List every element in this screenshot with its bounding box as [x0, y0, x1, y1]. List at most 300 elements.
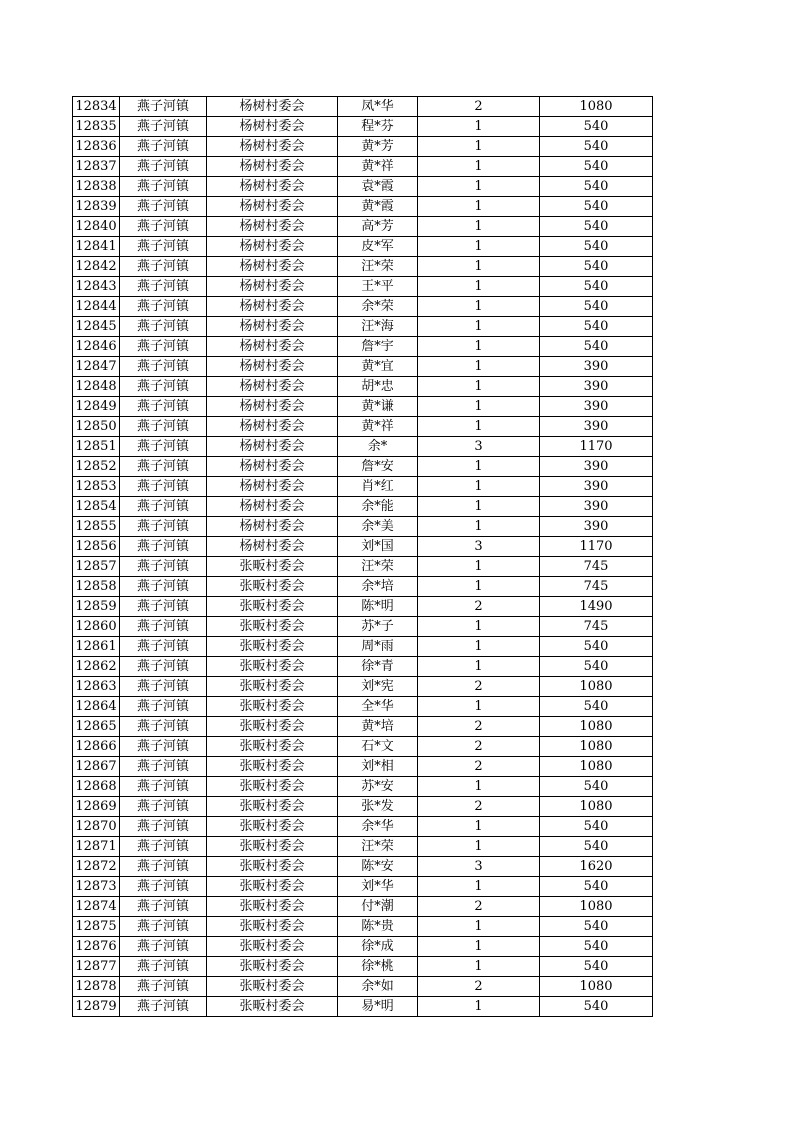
cell-serial-number: 12845 [73, 317, 120, 337]
cell-town: 燕子河镇 [120, 417, 207, 437]
cell-amount: 540 [540, 657, 653, 677]
table-row [73, 397, 653, 417]
cell-village: 张畈村委会 [207, 857, 338, 877]
cell-serial-number: 12852 [73, 457, 120, 477]
cell-serial-number: 12843 [73, 277, 120, 297]
cell-count: 1 [418, 297, 540, 317]
cell-village: 张畈村委会 [207, 977, 338, 997]
cell-amount: 390 [540, 357, 653, 377]
cell-name: 黄*培 [338, 717, 418, 737]
cell-name: 袁*霞 [338, 177, 418, 197]
cell-count: 1 [418, 917, 540, 937]
cell-name: 徐*成 [338, 937, 418, 957]
cell-count: 1 [418, 157, 540, 177]
cell-amount: 1080 [540, 757, 653, 777]
cell-name: 黄*祥 [338, 157, 418, 177]
cell-count: 1 [418, 837, 540, 857]
cell-amount: 390 [540, 497, 653, 517]
cell-town: 燕子河镇 [120, 597, 207, 617]
cell-name: 苏*安 [338, 777, 418, 797]
table-row [73, 377, 653, 397]
cell-count: 1 [418, 257, 540, 277]
cell-village: 张畈村委会 [207, 817, 338, 837]
cell-name: 周*雨 [338, 637, 418, 657]
cell-amount: 540 [540, 177, 653, 197]
cell-town: 燕子河镇 [120, 177, 207, 197]
cell-serial-number: 12848 [73, 377, 120, 397]
cell-amount: 1080 [540, 977, 653, 997]
cell-amount: 1080 [540, 717, 653, 737]
cell-town: 燕子河镇 [120, 877, 207, 897]
cell-serial-number: 12869 [73, 797, 120, 817]
cell-serial-number: 12846 [73, 337, 120, 357]
cell-amount: 1080 [540, 797, 653, 817]
table-row [73, 917, 653, 937]
cell-amount: 1620 [540, 857, 653, 877]
cell-village: 杨树村委会 [207, 97, 338, 117]
cell-village: 张畈村委会 [207, 837, 338, 857]
cell-name: 汪*荣 [338, 557, 418, 577]
cell-name: 肖*红 [338, 477, 418, 497]
cell-amount: 540 [540, 237, 653, 257]
cell-village: 杨树村委会 [207, 477, 338, 497]
cell-village: 杨树村委会 [207, 437, 338, 457]
cell-village: 杨树村委会 [207, 297, 338, 317]
cell-village: 张畈村委会 [207, 737, 338, 757]
cell-amount: 540 [540, 317, 653, 337]
cell-serial-number: 12856 [73, 537, 120, 557]
cell-name: 余*如 [338, 977, 418, 997]
cell-village: 杨树村委会 [207, 357, 338, 377]
cell-name: 余*荣 [338, 297, 418, 317]
table-row [73, 797, 653, 817]
cell-count: 1 [418, 197, 540, 217]
cell-name: 全*华 [338, 697, 418, 717]
cell-count: 2 [418, 597, 540, 617]
cell-count: 1 [418, 497, 540, 517]
cell-village: 杨树村委会 [207, 497, 338, 517]
cell-serial-number: 12859 [73, 597, 120, 617]
cell-count: 1 [418, 417, 540, 437]
cell-town: 燕子河镇 [120, 617, 207, 637]
cell-amount: 540 [540, 937, 653, 957]
cell-village: 杨树村委会 [207, 537, 338, 557]
table-row [73, 257, 653, 277]
cell-amount: 540 [540, 117, 653, 137]
cell-village: 张畈村委会 [207, 877, 338, 897]
table-row [73, 937, 653, 957]
cell-village: 杨树村委会 [207, 517, 338, 537]
table-row [73, 637, 653, 657]
table-row [73, 757, 653, 777]
cell-name: 程*芬 [338, 117, 418, 137]
cell-serial-number: 12840 [73, 217, 120, 237]
cell-name: 徐*桃 [338, 957, 418, 977]
cell-count: 1 [418, 517, 540, 537]
table-row [73, 737, 653, 757]
cell-amount: 390 [540, 517, 653, 537]
cell-amount: 1490 [540, 597, 653, 617]
cell-count: 3 [418, 857, 540, 877]
cell-serial-number: 12878 [73, 977, 120, 997]
cell-village: 杨树村委会 [207, 317, 338, 337]
table-row [73, 597, 653, 617]
cell-serial-number: 12876 [73, 937, 120, 957]
cell-town: 燕子河镇 [120, 397, 207, 417]
table-row [73, 997, 653, 1017]
cell-village: 张畈村委会 [207, 937, 338, 957]
cell-serial-number: 12877 [73, 957, 120, 977]
cell-town: 燕子河镇 [120, 497, 207, 517]
cell-serial-number: 12870 [73, 817, 120, 837]
cell-serial-number: 12842 [73, 257, 120, 277]
cell-town: 燕子河镇 [120, 777, 207, 797]
cell-town: 燕子河镇 [120, 317, 207, 337]
cell-amount: 540 [540, 777, 653, 797]
cell-name: 陈*明 [338, 597, 418, 617]
table-row [73, 217, 653, 237]
cell-village: 张畈村委会 [207, 997, 338, 1017]
table-row [73, 657, 653, 677]
cell-town: 燕子河镇 [120, 657, 207, 677]
cell-name: 刘*华 [338, 877, 418, 897]
cell-amount: 540 [540, 197, 653, 217]
cell-amount: 540 [540, 917, 653, 937]
cell-amount: 540 [540, 297, 653, 317]
cell-serial-number: 12868 [73, 777, 120, 797]
cell-serial-number: 12873 [73, 877, 120, 897]
cell-village: 张畈村委会 [207, 617, 338, 637]
table-row [73, 477, 653, 497]
table-row [73, 817, 653, 837]
cell-amount: 540 [540, 637, 653, 657]
cell-village: 张畈村委会 [207, 677, 338, 697]
table-row [73, 157, 653, 177]
table-row [73, 97, 653, 117]
table-row [73, 857, 653, 877]
cell-town: 燕子河镇 [120, 477, 207, 497]
cell-serial-number: 12865 [73, 717, 120, 737]
cell-count: 1 [418, 217, 540, 237]
cell-serial-number: 12838 [73, 177, 120, 197]
cell-name: 易*明 [338, 997, 418, 1017]
cell-amount: 540 [540, 697, 653, 717]
data-table [72, 96, 653, 1017]
cell-town: 燕子河镇 [120, 117, 207, 137]
cell-name: 高*芳 [338, 217, 418, 237]
cell-village: 张畈村委会 [207, 777, 338, 797]
cell-name: 刘*宪 [338, 677, 418, 697]
cell-name: 余*美 [338, 517, 418, 537]
cell-count: 2 [418, 97, 540, 117]
cell-amount: 390 [540, 477, 653, 497]
cell-name: 余*华 [338, 817, 418, 837]
cell-count: 1 [418, 617, 540, 637]
cell-name: 王*平 [338, 277, 418, 297]
cell-village: 杨树村委会 [207, 157, 338, 177]
cell-count: 1 [418, 117, 540, 137]
table-row [73, 457, 653, 477]
cell-count: 1 [418, 657, 540, 677]
cell-town: 燕子河镇 [120, 957, 207, 977]
cell-name: 刘*国 [338, 537, 418, 557]
cell-serial-number: 12836 [73, 137, 120, 157]
cell-count: 1 [418, 877, 540, 897]
table-row [73, 877, 653, 897]
cell-village: 杨树村委会 [207, 177, 338, 197]
cell-town: 燕子河镇 [120, 997, 207, 1017]
table-row [73, 697, 653, 717]
cell-name: 凤*华 [338, 97, 418, 117]
table-row [73, 557, 653, 577]
cell-amount: 540 [540, 277, 653, 297]
cell-count: 2 [418, 797, 540, 817]
cell-count: 1 [418, 277, 540, 297]
cell-serial-number: 12851 [73, 437, 120, 457]
cell-village: 张畈村委会 [207, 657, 338, 677]
cell-amount: 540 [540, 217, 653, 237]
cell-village: 杨树村委会 [207, 257, 338, 277]
cell-count: 1 [418, 397, 540, 417]
cell-count: 2 [418, 677, 540, 697]
cell-town: 燕子河镇 [120, 937, 207, 957]
cell-town: 燕子河镇 [120, 337, 207, 357]
cell-town: 燕子河镇 [120, 577, 207, 597]
table-row [73, 517, 653, 537]
cell-village: 张畈村委会 [207, 557, 338, 577]
cell-amount: 1080 [540, 677, 653, 697]
cell-serial-number: 12841 [73, 237, 120, 257]
cell-name: 詹*宇 [338, 337, 418, 357]
cell-name: 徐*青 [338, 657, 418, 677]
table-row [73, 137, 653, 157]
cell-name: 张*发 [338, 797, 418, 817]
cell-village: 张畈村委会 [207, 697, 338, 717]
cell-town: 燕子河镇 [120, 917, 207, 937]
cell-serial-number: 12835 [73, 117, 120, 137]
cell-serial-number: 12847 [73, 357, 120, 377]
cell-serial-number: 12844 [73, 297, 120, 317]
cell-serial-number: 12834 [73, 97, 120, 117]
cell-town: 燕子河镇 [120, 357, 207, 377]
cell-village: 张畈村委会 [207, 757, 338, 777]
cell-serial-number: 12862 [73, 657, 120, 677]
cell-serial-number: 12855 [73, 517, 120, 537]
cell-town: 燕子河镇 [120, 437, 207, 457]
table-row [73, 977, 653, 997]
table-row [73, 837, 653, 857]
cell-village: 张畈村委会 [207, 637, 338, 657]
cell-count: 1 [418, 337, 540, 357]
cell-serial-number: 12866 [73, 737, 120, 757]
cell-amount: 1080 [540, 897, 653, 917]
table-row [73, 497, 653, 517]
cell-name: 余* [338, 437, 418, 457]
cell-town: 燕子河镇 [120, 977, 207, 997]
table-row [73, 277, 653, 297]
table-row [73, 337, 653, 357]
cell-village: 杨树村委会 [207, 377, 338, 397]
cell-amount: 390 [540, 377, 653, 397]
cell-name: 付*潮 [338, 897, 418, 917]
cell-village: 张畈村委会 [207, 957, 338, 977]
cell-amount: 540 [540, 817, 653, 837]
table-row [73, 117, 653, 137]
cell-town: 燕子河镇 [120, 817, 207, 837]
cell-count: 2 [418, 737, 540, 757]
cell-count: 2 [418, 897, 540, 917]
cell-amount: 390 [540, 417, 653, 437]
cell-count: 1 [418, 477, 540, 497]
cell-village: 杨树村委会 [207, 397, 338, 417]
cell-town: 燕子河镇 [120, 237, 207, 257]
cell-serial-number: 12854 [73, 497, 120, 517]
cell-name: 石*文 [338, 737, 418, 757]
cell-amount: 540 [540, 257, 653, 277]
cell-serial-number: 12857 [73, 557, 120, 577]
table-body [73, 97, 653, 1017]
cell-serial-number: 12850 [73, 417, 120, 437]
cell-village: 杨树村委会 [207, 337, 338, 357]
cell-serial-number: 12872 [73, 857, 120, 877]
cell-count: 1 [418, 777, 540, 797]
cell-town: 燕子河镇 [120, 837, 207, 857]
table-row [73, 297, 653, 317]
cell-count: 1 [418, 637, 540, 657]
cell-serial-number: 12853 [73, 477, 120, 497]
cell-village: 杨树村委会 [207, 217, 338, 237]
cell-amount: 1080 [540, 97, 653, 117]
cell-village: 杨树村委会 [207, 277, 338, 297]
table-row [73, 577, 653, 597]
cell-village: 杨树村委会 [207, 237, 338, 257]
cell-amount: 1080 [540, 737, 653, 757]
cell-count: 1 [418, 377, 540, 397]
cell-count: 1 [418, 577, 540, 597]
cell-name: 汪*荣 [338, 257, 418, 277]
cell-amount: 540 [540, 957, 653, 977]
cell-serial-number: 12860 [73, 617, 120, 637]
cell-village: 张畈村委会 [207, 797, 338, 817]
cell-name: 刘*相 [338, 757, 418, 777]
cell-town: 燕子河镇 [120, 197, 207, 217]
cell-count: 1 [418, 357, 540, 377]
cell-name: 余*能 [338, 497, 418, 517]
cell-town: 燕子河镇 [120, 217, 207, 237]
cell-serial-number: 12879 [73, 997, 120, 1017]
cell-count: 1 [418, 457, 540, 477]
cell-town: 燕子河镇 [120, 797, 207, 817]
cell-count: 2 [418, 717, 540, 737]
cell-town: 燕子河镇 [120, 737, 207, 757]
cell-town: 燕子河镇 [120, 457, 207, 477]
cell-serial-number: 12858 [73, 577, 120, 597]
cell-serial-number: 12867 [73, 757, 120, 777]
table-row [73, 197, 653, 217]
table-row [73, 677, 653, 697]
cell-serial-number: 12863 [73, 677, 120, 697]
cell-name: 黄*宜 [338, 357, 418, 377]
cell-village: 张畈村委会 [207, 597, 338, 617]
cell-count: 1 [418, 997, 540, 1017]
cell-amount: 745 [540, 577, 653, 597]
cell-town: 燕子河镇 [120, 637, 207, 657]
cell-count: 1 [418, 177, 540, 197]
cell-name: 胡*忠 [338, 377, 418, 397]
cell-amount: 540 [540, 997, 653, 1017]
cell-count: 1 [418, 957, 540, 977]
cell-amount: 540 [540, 157, 653, 177]
cell-village: 张畈村委会 [207, 717, 338, 737]
cell-town: 燕子河镇 [120, 97, 207, 117]
cell-name: 黄*霞 [338, 197, 418, 217]
cell-amount: 1170 [540, 537, 653, 557]
cell-village: 杨树村委会 [207, 417, 338, 437]
cell-name: 陈*贵 [338, 917, 418, 937]
cell-name: 黄*芳 [338, 137, 418, 157]
cell-town: 燕子河镇 [120, 857, 207, 877]
table-row [73, 777, 653, 797]
cell-name: 黄*谦 [338, 397, 418, 417]
cell-count: 3 [418, 537, 540, 557]
cell-town: 燕子河镇 [120, 277, 207, 297]
cell-amount: 540 [540, 837, 653, 857]
cell-amount: 390 [540, 457, 653, 477]
cell-count: 2 [418, 977, 540, 997]
cell-serial-number: 12849 [73, 397, 120, 417]
table-row [73, 357, 653, 377]
table-row [73, 177, 653, 197]
table-row [73, 957, 653, 977]
cell-count: 1 [418, 937, 540, 957]
cell-count: 1 [418, 557, 540, 577]
cell-town: 燕子河镇 [120, 537, 207, 557]
cell-serial-number: 12839 [73, 197, 120, 217]
cell-village: 杨树村委会 [207, 137, 338, 157]
table-row [73, 317, 653, 337]
cell-town: 燕子河镇 [120, 897, 207, 917]
cell-count: 1 [418, 237, 540, 257]
cell-count: 1 [418, 817, 540, 837]
table-row [73, 897, 653, 917]
cell-count: 1 [418, 317, 540, 337]
cell-name: 詹*安 [338, 457, 418, 477]
cell-count: 1 [418, 697, 540, 717]
cell-name: 汪*海 [338, 317, 418, 337]
cell-town: 燕子河镇 [120, 157, 207, 177]
cell-serial-number: 12871 [73, 837, 120, 857]
cell-village: 张畈村委会 [207, 917, 338, 937]
table-row [73, 237, 653, 257]
cell-amount: 390 [540, 397, 653, 417]
table-row [73, 617, 653, 637]
cell-town: 燕子河镇 [120, 717, 207, 737]
cell-serial-number: 12861 [73, 637, 120, 657]
cell-name: 余*培 [338, 577, 418, 597]
cell-amount: 540 [540, 337, 653, 357]
cell-count: 3 [418, 437, 540, 457]
cell-town: 燕子河镇 [120, 697, 207, 717]
cell-village: 杨树村委会 [207, 117, 338, 137]
cell-name: 汪*荣 [338, 837, 418, 857]
table-row [73, 537, 653, 557]
cell-name: 苏*子 [338, 617, 418, 637]
cell-amount: 540 [540, 877, 653, 897]
cell-count: 2 [418, 757, 540, 777]
cell-name: 陈*安 [338, 857, 418, 877]
cell-village: 张畈村委会 [207, 577, 338, 597]
cell-name: 皮*军 [338, 237, 418, 257]
